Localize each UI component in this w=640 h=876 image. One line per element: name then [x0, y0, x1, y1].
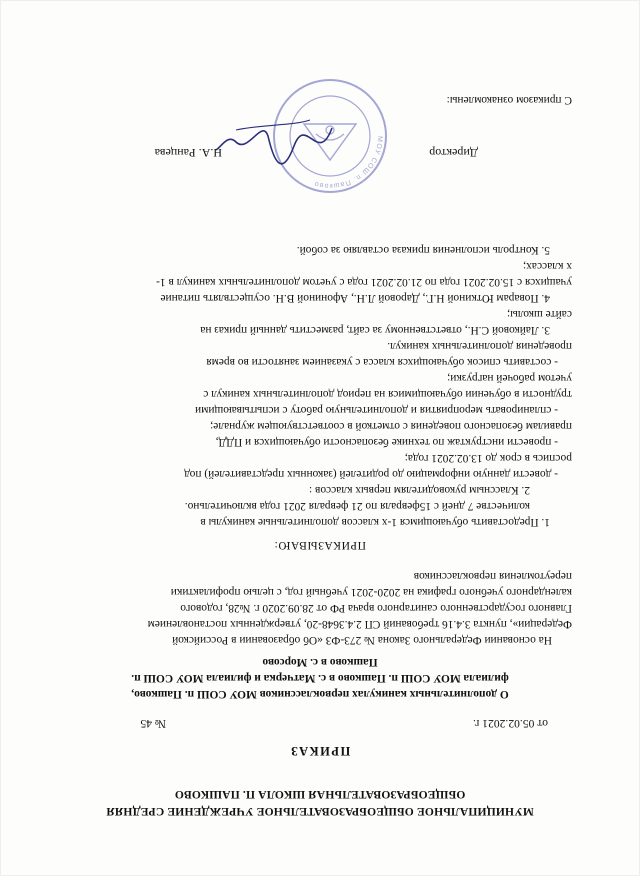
basis-line: переутомления первоклассников: [413, 570, 572, 582]
item-line: - провести инструктаж по технике безопасности обучающихся и ПДД,: [215, 436, 558, 448]
item-line: учетом рабочей нагрузки;: [447, 372, 572, 384]
basis-line: Федерации», пункта 3.4.16 требований СП 2.4.3648-20, утвержденных постановлением: [147, 618, 572, 630]
director-name: Н.А. Ранцева: [154, 146, 222, 160]
order-heading: ПРИКАЗЫВАЮ:: [273, 539, 367, 552]
item-line: 5. Контроль исполнения приказа оставляю за собой.: [296, 244, 550, 256]
document-date: от 05.02.2021 г.: [472, 717, 548, 730]
director-signature-icon: [210, 106, 340, 176]
item-line: 4. Поварам Юткиной Н.Г., Даровой Л.Н., Афониной В.Н. осуществлять питание: [160, 292, 550, 304]
subject-line-3: Пашково в с. Морсово: [262, 656, 378, 668]
subject-line-1: О дополнительных каникулах первоклассников МОУ СОШ п. Пашково,: [131, 688, 509, 700]
item-line: 3. Лайковой С.Н., ответственному за сайт, разместить данный приказ на: [200, 324, 550, 336]
item-line: количестве 7 дней с 15февраля по 21 февраля 2021 года включительно.: [184, 500, 530, 512]
item-line: - спланировать мероприятия и дополнительную работу с испытывающими: [195, 404, 558, 416]
item-line: проведения дополнительных каникул.: [387, 340, 572, 352]
item-line: - довести данную информацию до родителей (законных представителей) под: [184, 468, 558, 480]
item-line: х классах;: [523, 260, 572, 272]
director-role: Директор: [429, 146, 478, 160]
seal-text: МОУ СОШ п. Пашково: [313, 135, 384, 190]
item-line: 2. Классным руководителям первых классов :: [309, 484, 530, 496]
subject-line-2: филиала МОУ СОШ п. Пашково в с. Матчерка и филиала МОУ СОШ п.: [131, 672, 509, 684]
acknowledgement-label: С приказом ознакомлены:: [446, 94, 572, 106]
item-line: трудности в обучении обучающимися на период дополнительных каникул с: [203, 388, 572, 400]
organization-line-1: МУНИЦИПАЛЬНОЕ ОБЩЕОБРАЗОВАТЕЛЬНОЕ УЧРЕЖДЕНИЕ СРЕДНЯЯ: [106, 805, 534, 818]
item-line: роспись в срок до 13.02.2021 года;: [404, 452, 572, 464]
document-number: № 45: [140, 717, 166, 730]
basis-line: календарного учебного графика на 2020-2021 учебный год, с целью профилактики: [170, 586, 572, 598]
item-line: - составить список обучающихся класса с указанием занятости во время: [206, 356, 558, 368]
basis-line: На основании Федерального Закона № 273-ФЗ «Об образовании в Российской: [172, 634, 552, 646]
item-line: 1. Предоставить обучающимся 1-х классов дополнительные каникулы в: [200, 516, 550, 528]
item-line: учащихся с 15.02.2021 года по 21.02.2021 года с учетом дополнительных каникул в 1-: [156, 276, 572, 288]
document-title: ПРИКАЗ: [289, 744, 351, 758]
item-line: сайте школы;: [506, 308, 572, 320]
organization-line-2: ОБЩЕОБРАЗОВАТЕЛЬНАЯ ШКОЛА П. ПАШКОВО: [174, 788, 466, 801]
basis-line: Главного государственного санитарного врача РФ от 28.09.2020 г. №28, годового: [180, 602, 572, 614]
item-line: правилам безопасного поведения с отметкой в соответствующем журнале;: [210, 420, 572, 432]
